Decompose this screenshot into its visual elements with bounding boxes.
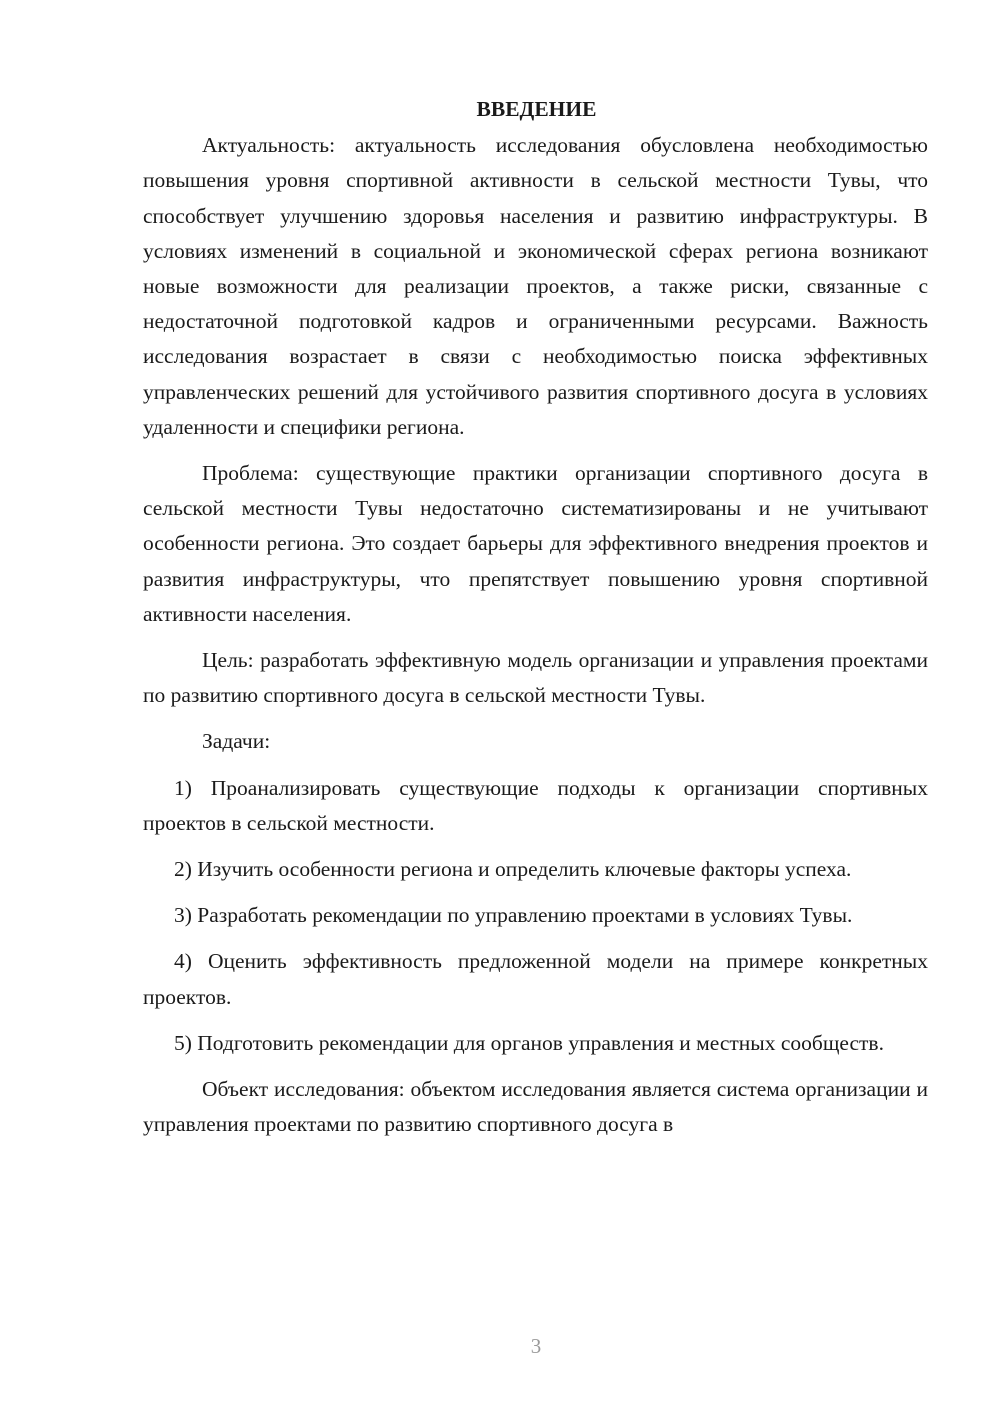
tasks-label: Задачи: bbox=[202, 729, 271, 754]
paragraph-goal: Цель: разработать эффективную модель организации и управления проектами по развитию спортивного досуга в сельской местности Тувы. bbox=[143, 648, 928, 708]
paragraph-problem: Проблема: существующие практики организации спортивного досуга в сельской местности Тувы недостаточно систематизированы и не учитывают особенности региона. Это создает барьеры для эффективного внедрения проектов и развития инфраструктуры, что препятствует повышению уровня спортивной активности населения. bbox=[143, 461, 928, 626]
list-item: 1) Проанализировать существующие подходы к организации спортивных проектов в сельской местности. bbox=[143, 775, 928, 835]
paragraph-relevance: Актуальность: актуальность исследования обусловлена необходимостью повышения уровня спортивной активности в сельской местности Тувы, что способствует улучшению здоровья населения и развитию инфраструктуры. В условиях изменений в социальной и экономической сферах региона возникают новые возможности для реализации проектов, а также риски, связанные с недостаточной подготовкой кадров и ограниченными ресурсами. Важность исследования возрастает в связи с необходимостью поиска эффективных управленческих решений для устойчивого развития спортивного досуга в условиях удаленности и специфики региона. bbox=[143, 133, 928, 439]
page-number: 3 bbox=[530, 1334, 542, 1358]
paragraph-object: Объект исследования: объектом исследования является система организации и управления проектами по развитию спортивного досуга в bbox=[143, 1077, 928, 1137]
page-body bbox=[143, 92, 928, 1153]
list-item: 4) Оценить эффективность предложенной модели на примере конкретных проектов. bbox=[143, 949, 928, 1009]
list-item: 3) Разработать рекомендации по управлению проектами в условиях Тувы. bbox=[174, 903, 853, 928]
list-item: 5) Подготовить рекомендации для органов управления и местных сообществ. bbox=[174, 1030, 884, 1055]
tasks-list bbox=[143, 771, 928, 1061]
section-heading: ВВЕДЕНИЕ bbox=[476, 97, 597, 121]
list-item: 2) Изучить особенности региона и определить ключевые факторы успеха. bbox=[174, 857, 852, 882]
